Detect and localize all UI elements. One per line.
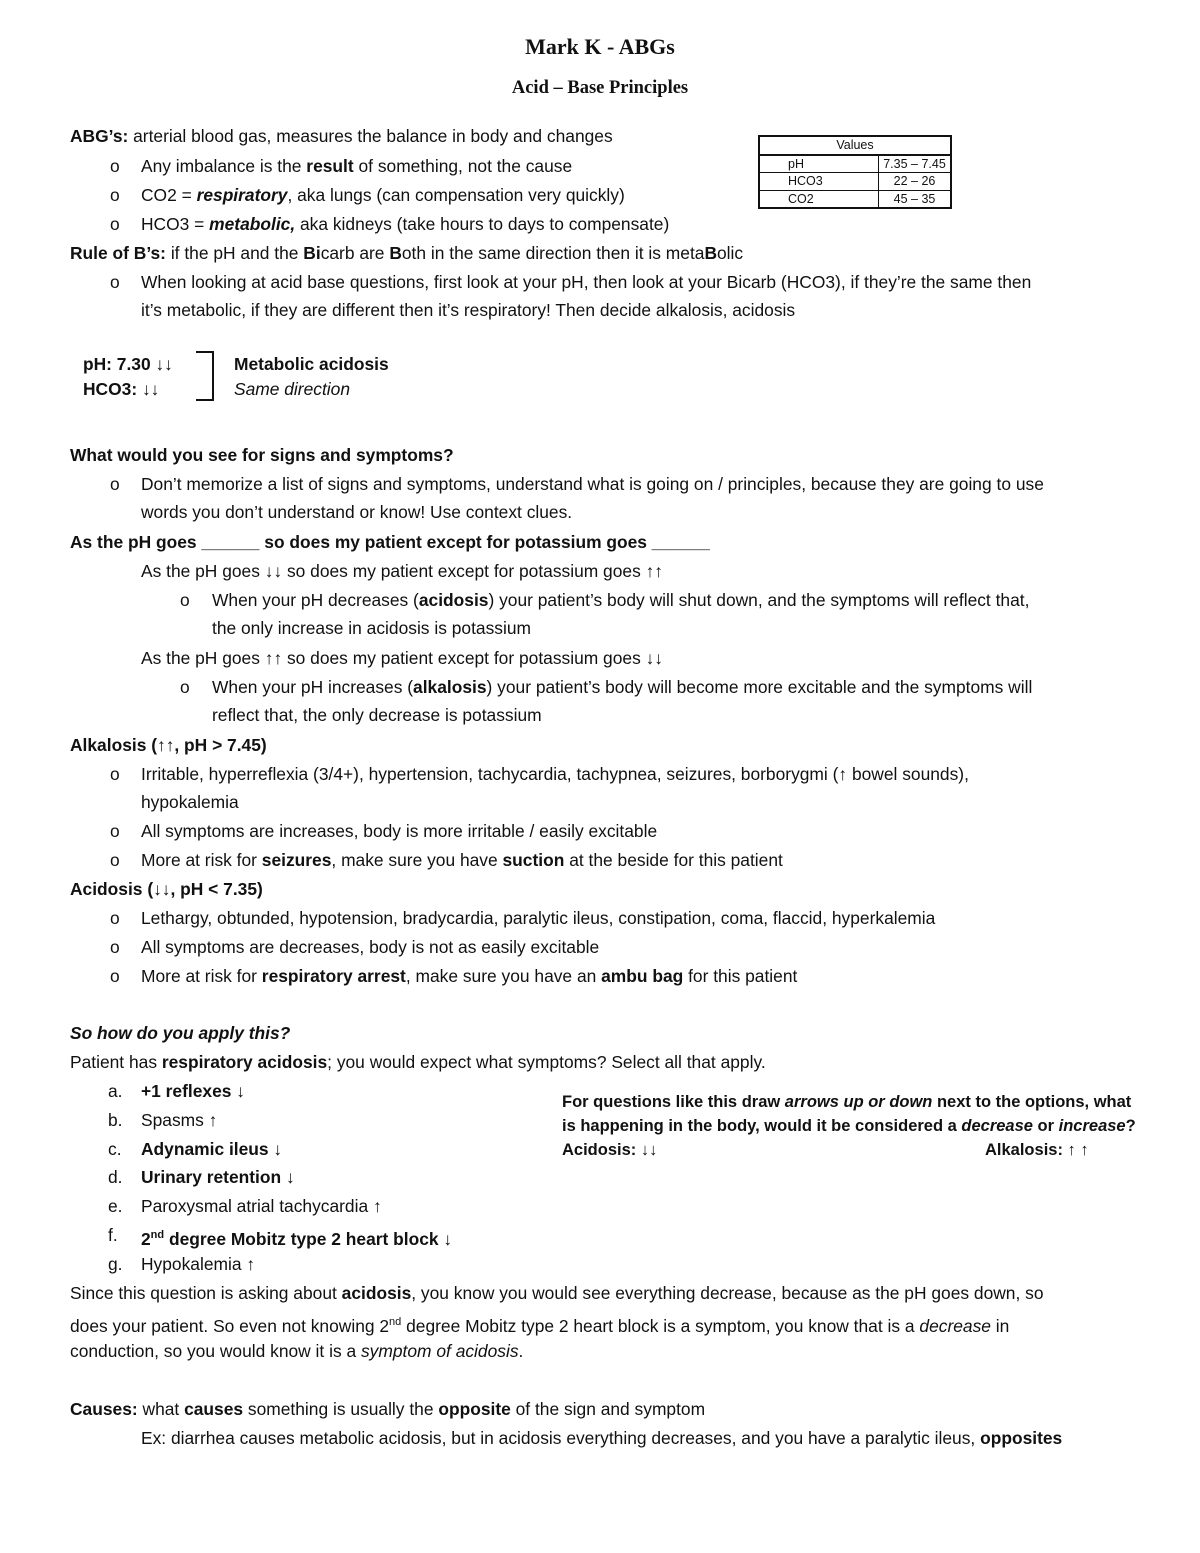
explanation-line-3: conduction, so you would know it is a symptom of acidosis. xyxy=(70,1341,524,1361)
example-note: Same direction xyxy=(234,379,350,399)
table-row xyxy=(759,173,951,191)
acidosis-heading: Acidosis (↓↓, pH < 7.35) xyxy=(70,879,263,899)
signs-bullet-line-1: Don’t memorize a list of signs and symptoms, understand what is going on / principles, because they are going to use xyxy=(141,474,1044,494)
explanation-line-1: Since this question is asking about acidosis, you know you would see everything decrease, because as the pH goes down, so xyxy=(70,1283,1044,1303)
option-letter: a. xyxy=(108,1081,123,1101)
apply-heading: So how do you apply this? xyxy=(70,1023,291,1043)
ph-goes-heading: As the pH goes ______ so does my patient except for potassium goes ______ xyxy=(70,532,710,552)
acidosis-bullet-2: All symptoms are decreases, body is not as easily excitable xyxy=(141,937,600,957)
tip-line-1: For questions like this draw arrows up or down next to the options, what xyxy=(562,1093,1132,1111)
table-cell: 45 – 35 xyxy=(879,190,952,208)
apply-question: Patient has respiratory acidosis; you would expect what symptoms? Select all that apply. xyxy=(70,1052,766,1072)
bullet-marker: o xyxy=(180,590,190,610)
table-cell: CO2 xyxy=(759,190,879,208)
page-subtitle: Acid – Base Principles xyxy=(511,78,689,98)
option-a: +1 reflexes ↓ xyxy=(141,1081,245,1101)
option-d: Urinary retention ↓ xyxy=(141,1167,295,1187)
bullet-marker: o xyxy=(180,677,190,697)
ph-down-bullet: When your pH decreases (acidosis) your patient’s body will shut down, and the symptoms will reflect that, xyxy=(212,590,1030,610)
bullet-marker: o xyxy=(110,937,120,957)
table-row xyxy=(759,190,951,208)
table-cell: pH xyxy=(759,155,879,173)
ph-up-bullet-line-2: reflect that, the only decrease is potassium xyxy=(212,705,542,725)
alkalosis-bullet-3: More at risk for seizures, make sure you have suction at the beside for this patient xyxy=(141,850,783,870)
tip-alkalosis: Alkalosis: ↑ ↑ xyxy=(985,1141,1089,1159)
signs-heading: What would you see for signs and symptoms? xyxy=(70,445,454,465)
bullet-marker: o xyxy=(110,850,120,870)
values-table-header: Values xyxy=(759,136,951,155)
option-c: Adynamic ileus ↓ xyxy=(141,1139,283,1159)
option-letter: f. xyxy=(108,1225,118,1245)
bullet-marker: o xyxy=(110,272,120,292)
tip-acidosis: Acidosis: ↓↓ xyxy=(562,1141,658,1159)
values-table xyxy=(758,135,952,209)
bullet-marker: o xyxy=(110,908,120,928)
option-letter: d. xyxy=(108,1167,123,1187)
explanation-line-2: does your patient. So even not knowing 2nd degree Mobitz type 2 heart block is a symptom, you know that is a decrease in xyxy=(70,1315,1010,1336)
acidosis-bullet-1: Lethargy, obtunded, hypotension, bradycardia, paralytic ileus, constipation, coma, flaccid, hyperkalemia xyxy=(141,908,936,928)
example-hco3: HCO3: ↓↓ xyxy=(83,379,160,399)
ph-up-bullet: When your pH increases (alkalosis) your patient’s body will become more excitable and the symptoms will xyxy=(212,677,1033,697)
abg-bullet-2: CO2 = respiratory, aka lungs (can compensation very quickly) xyxy=(141,185,625,205)
option-b: Spasms ↑ xyxy=(141,1110,218,1130)
abg-bullet-1: Any imbalance is the result of something, not the cause xyxy=(141,156,573,176)
alkalosis-heading: Alkalosis (↑↑, pH > 7.45) xyxy=(70,735,267,755)
table-cell: 22 – 26 xyxy=(879,173,952,191)
example-ph: pH: 7.30 ↓↓ xyxy=(83,354,173,374)
bullet-marker: o xyxy=(110,214,120,234)
table-cell: HCO3 xyxy=(759,173,879,191)
option-letter: g. xyxy=(108,1254,123,1274)
bullet-marker: o xyxy=(110,474,120,494)
bullet-marker: o xyxy=(110,764,120,784)
alkalosis-bullet-1: Irritable, hyperreflexia (3/4+), hypertension, tachycardia, tachypnea, seizures, borborygmi (↑ bowel sounds), xyxy=(141,764,969,784)
table-cell: 7.35 – 7.45 xyxy=(879,155,952,173)
bullet-marker: o xyxy=(110,821,120,841)
ph-down-line: As the pH goes ↓↓ so does my patient except for potassium goes ↑↑ xyxy=(141,561,663,581)
bullet-marker: o xyxy=(110,156,120,176)
example-result: Metabolic acidosis xyxy=(234,354,389,374)
option-e: Paroxysmal atrial tachycardia ↑ xyxy=(141,1196,382,1216)
bullet-marker: o xyxy=(110,185,120,205)
ph-down-bullet-line-2: the only increase in acidosis is potassium xyxy=(212,618,531,638)
alkalosis-bullet-1-line-2: hypokalemia xyxy=(141,792,239,812)
acidosis-bullet-3: More at risk for respiratory arrest, make sure you have an ambu bag for this patient xyxy=(141,966,798,986)
abg-bullet-3: HCO3 = metabolic, aka kidneys (take hours to days to compensate) xyxy=(141,214,670,234)
bracket-shape xyxy=(196,351,214,401)
rule-bullet-line-2: it’s metabolic, if they are different then it’s respiratory! Then decide alkalosis, acidosis xyxy=(141,300,796,320)
ph-up-line: As the pH goes ↑↑ so does my patient except for potassium goes ↓↓ xyxy=(141,648,663,668)
causes-example: Ex: diarrhea causes metabolic acidosis, but in acidosis everything decreases, and you have a paralytic ileus, opposites xyxy=(141,1428,1063,1448)
option-letter: e. xyxy=(108,1196,123,1216)
tip-line-2: is happening in the body, would it be considered a decrease or increase? xyxy=(562,1117,1136,1135)
option-f: 2nd degree Mobitz type 2 heart block ↓ xyxy=(141,1228,453,1249)
option-g: Hypokalemia ↑ xyxy=(141,1254,256,1274)
abg-definition: ABG’s: arterial blood gas, measures the balance in body and changes xyxy=(70,126,613,146)
alkalosis-bullet-2: All symptoms are increases, body is more irritable / easily excitable xyxy=(141,821,658,841)
signs-bullet-line-2: words you don’t understand or know! Use context clues. xyxy=(141,502,573,522)
rule-of-bs: Rule of B’s: if the pH and the Bicarb are Both in the same direction then it is metaBolic xyxy=(70,243,744,263)
page-title: Mark K - ABGs xyxy=(525,34,675,59)
option-letter: b. xyxy=(108,1110,123,1130)
rule-bullet-line-1: When looking at acid base questions, first look at your pH, then look at your Bicarb (HCO3), if they’re the same then xyxy=(141,272,1032,292)
table-row xyxy=(759,155,951,173)
bullet-marker: o xyxy=(110,966,120,986)
causes-definition: Causes: what causes something is usually the opposite of the sign and symptom xyxy=(70,1399,706,1419)
option-letter: c. xyxy=(108,1139,122,1159)
